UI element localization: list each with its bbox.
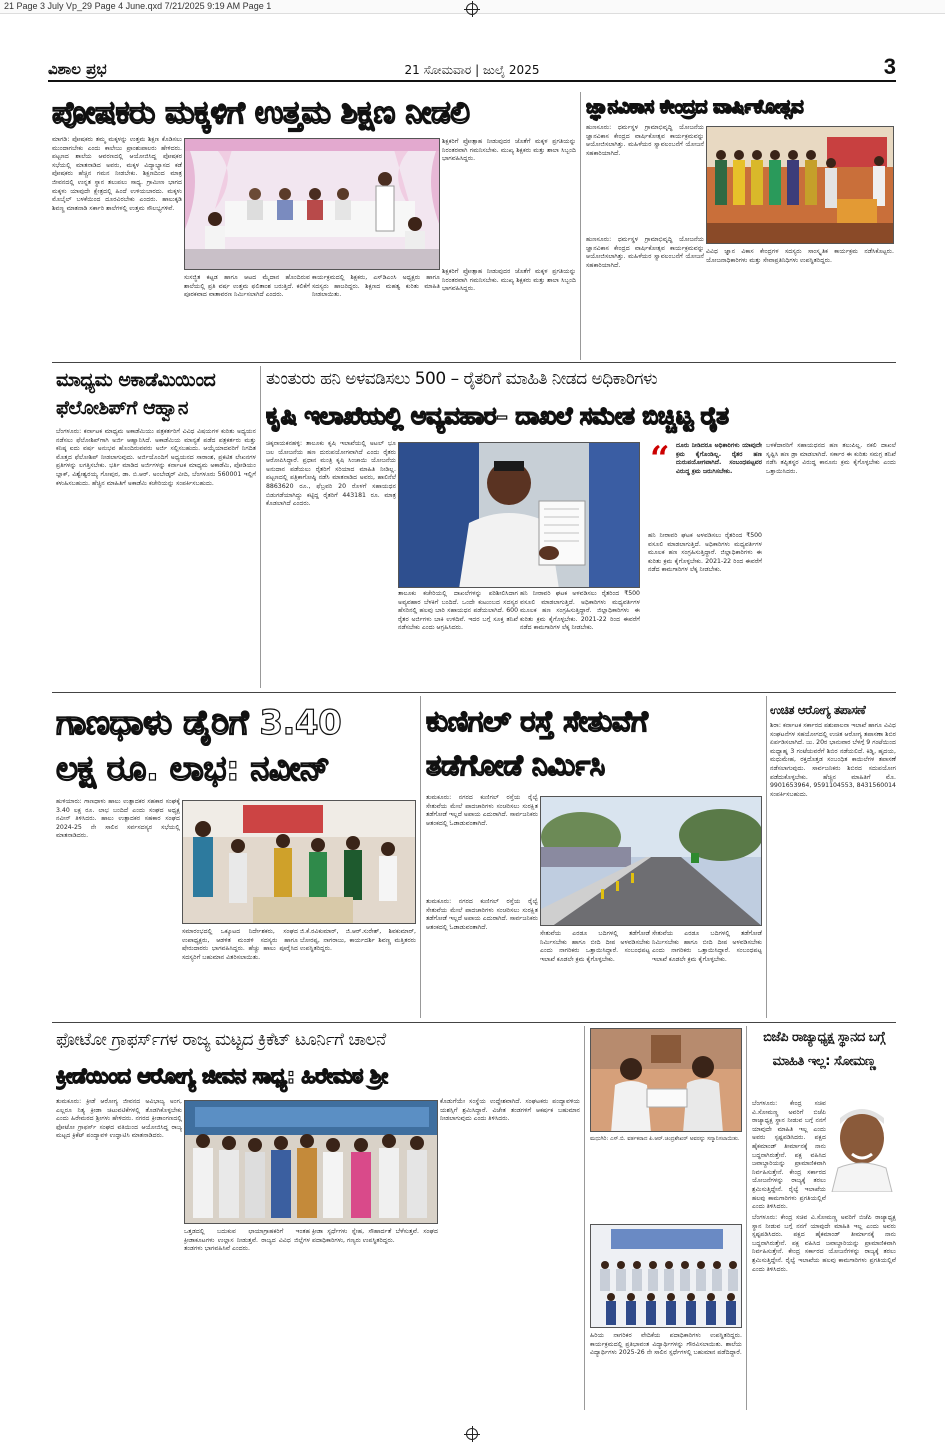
article-kicker: ಫೋಟೋ ಗ್ರಾಫರ್ಸ್‌ಗಳ ರಾಜ್ಯ ಮಟ್ಟದ ಕ್ರಿಕೆಟ್ ಟೂರ್ನಿಗೆ ಚಾಲನೆ bbox=[56, 1030, 386, 1050]
article-headline: ಕೃಷಿ ಇಲಾಖೆಯಲ್ಲಿ ಅವ್ಯವಹಾರ– ದಾಖಲೆ ಸಮೇತ ಬಿಚ್ಚಿಟ್ಟ ರೈತ bbox=[266, 402, 729, 430]
pull-quote: ದೂರು ನೀಡಿದರೂ ಅಧಿಕಾರಿಗಳು ಯಾವುದೇ ಕ್ರಮ ಕೈಗೊಂಡಿಲ್ಲ. ರೈತರ ಹಣ ದುರುಪಯೋಗವಾಗಿದೆ. ಸಂಬಂಧಪಟ್ಟವರ ವಿರುದ್ಧ ಕ್ರಮ ಜರುಗಿಸಬೇಕು. bbox=[676, 442, 762, 475]
felicitation-photo bbox=[590, 1028, 742, 1132]
article-body: ತುಮಕೂರು: ನಗರದ ಕುಣಿಗಲ್ ರಸ್ತೆಯ ರೈಲ್ವೆ ಸೇತುವೆಯ ಮೇಲೆ ಪಾದಚಾರಿಗಳು ಸಂಚರಿಸಲು ಸುರಕ್ಷಿತ ತಡೆಗೋಡೆ ಇಲ್ಲದೆ ಅಪಾಯ ಎದುರಾಗಿದೆ. ಸಾರ್ವಜನಿಕರು ಆತಂಕದಲ್ಲಿ ಓಡಾಡುವಂತಾಗಿದೆ. bbox=[426, 794, 538, 827]
article-body: ಸುಸಜ್ಜಿತ ಕಟ್ಟಡ ಹಾಗೂ ಆಟದ ಮೈದಾನ ಹೊಂದಿರುವ ಶಾಲೆಯಲ್ಲಿ ಪ್ರತಿ ವರ್ಷ ಉತ್ತಮ ಫಲಿತಾಂಶ ಬರುತ್ತಿದೆ. ಕಲಿಕೆಗೆ ಪೂರಕವಾದ ವಾತಾವರಣ ನಿರ್ಮಿಸಲಾಗಿದೆ ಎಂದರು. bbox=[184, 274, 310, 299]
farmer-photo bbox=[398, 442, 640, 588]
column-rule bbox=[420, 696, 421, 1018]
article-body: ಸಮಾರಂಭದಲ್ಲಿ ಒಕ್ಕೂಟದ ನಿರ್ದೇಶಕರು, ಸಂಘದ ಉಪಾಧ್ಯಕ್ಷರು, ಆಡಳಿತ ಮಂಡಳಿ ಸದಸ್ಯರು ಹಾಗೂ ಷೇರುದಾರರು ಭಾಗವಹಿಸಿದ್ದರು. ಹೆಚ್ಚು ಹಾಲು ಪೂರೈಸಿದ ಸದಸ್ಯರಿಗೆ ಬಹುಮಾನ ವಿತರಿಸಲಾಯಿತು. bbox=[182, 928, 298, 961]
column-rule bbox=[766, 696, 767, 1018]
article-body: ಹುಳಿಯಾರು: ಗಾಣಧಾಳು ಹಾಲು ಉತ್ಪಾದಕರ ಸಹಕಾರ ಸಂಘಕ್ಕೆ 3.40 ಲಕ್ಷ ರೂ. ಲಾಭ ಬಂದಿದೆ ಎಂದು ಸಂಘದ ಅಧ್ಯಕ್ಷ ನವೀನ್ ತಿಳಿಸಿದರು. ಹಾಲು ಉತ್ಪಾದಕರ ಸಹಕಾರ ಸಂಘದ 2024-25 ನೇ ಸಾಲಿನ ಸರ್ವಸದಸ್ಯರ ಸಭೆಯಲ್ಲಿ ಮಾತನಾಡಿದರು. bbox=[56, 798, 180, 840]
article-headline: ಗಾಣಧಾಳು ಡೈರಿಗೆ 3.40 bbox=[56, 703, 342, 743]
portrait-photo bbox=[828, 1100, 896, 1192]
article-body: ಸೇತುವೆಯ ಎರಡೂ ಬದಿಗಳಲ್ಲಿ ತಡೆಗೋಡೆ ನಿರ್ಮಿಸಬೇಕು ಹಾಗೂ ಬೀದಿ ದೀಪ ಅಳವಡಿಸಬೇಕು ಎಂದು ನಾಗರಿಕರು ಒತ್ತಾಯಿಸಿದ್ದಾರೆ. ಸಂಬಂಧಪಟ್ಟ ಇಲಾಖೆ ಕೂಡಲೇ ಕ್ರಮ ಕೈಗೊಳ್ಳಬೇಕು. bbox=[652, 930, 762, 963]
tournament-inauguration-image bbox=[185, 1101, 438, 1224]
article-body: ಜಿ.ಕೆ.ರವಿಕುಮಾರ್, ಜಿ.ಆರ್.ಸುರೇಶ್, ಶಿವಕುಮಾರ್, ಬೋರಪ್ಪ, ನಾಗರಾಜು, ಕಾರ್ಯದರ್ಶಿ ಶಿವಣ್ಣ ಮತ್ತಿತರರು ಉಪಸ್ಥಿತರಿದ್ದರು. bbox=[300, 928, 416, 953]
article-headline: ಪೋಷಕರು ಮಕ್ಕಳಿಗೆ ಉತ್ತಮ ಶಿಕ್ಷಣ ನೀಡಲಿ bbox=[52, 95, 470, 131]
article-headline: ತಡೆಗೋಡೆ ನಿರ್ಮಿಸಿ bbox=[426, 748, 605, 782]
article-body: ಕಾರ್ಯಕ್ರಮದಲ್ಲಿ ಶಿಕ್ಷಕರು, ಎಸ್‌ಡಿಎಂಸಿ ಅಧ್ಯಕ್ಷರು ಹಾಗೂ ಸದಸ್ಯರು ಹಾಜರಿದ್ದರು. ಶಿಕ್ಷಣದ ಮಹತ್ವ ಕುರಿತು ಮಾಹಿತಿ ನೀಡಲಾಯಿತು. bbox=[312, 274, 440, 299]
event-photo bbox=[184, 1100, 438, 1224]
article-body: ಬೆಂಗಳೂರು: ಕೇಂದ್ರ ಸಚಿವ ವಿ.ಸೋಮಣ್ಣ ಅವರಿಗೆ ಬಿಜೆಪಿ ರಾಜ್ಯಾಧ್ಯಕ್ಷ ಸ್ಥಾನ ನೀಡುವ ಬಗ್ಗೆ ನನಗೆ ಯಾವುದೇ ಮಾಹಿತಿ ಇಲ್ಲ ಎಂದು ಅವರು ಸ್ಪಷ್ಟಪಡಿಸಿದರು. ಪಕ್ಷದ ಹೈಕಮಾಂಡ್ ತೀರ್ಮಾನಕ್ಕೆ ನಾನು ಬದ್ಧನಾಗಿರುತ್ತೇನೆ. ಪಕ್ಷ ವಹಿಸಿದ ಜವಾಬ್ದಾರಿಯನ್ನು ಪ್ರಾಮಾಣಿಕವಾಗಿ ನಿರ್ವಹಿಸುತ್ತೇನೆ. ಕೇಂದ್ರ ಸರ್ಕಾರದ ಯೋಜನೆಗಳನ್ನು ರಾಜ್ಯಕ್ಕೆ ತರಲು ಶ್ರಮಿಸುತ್ತಿದ್ದೇನೆ. ರೈಲ್ವೆ ಇಲಾಖೆಯ ಹಲವು ಕಾಮಗಾರಿಗಳು ಪ್ರಗತಿಯಲ್ಲಿವೆ ಎಂದು ತಿಳಿಸಿದರು. bbox=[752, 1100, 826, 1210]
article-body: ಶಿಕ್ಷಕರಿಗೆ ಪ್ರೋತ್ಸಾಹ ನೀಡುವುದರ ಜೊತೆಗೆ ಮಕ್ಕಳ ಪ್ರಗತಿಯನ್ನು ನಿರಂತರವಾಗಿ ಗಮನಿಸಬೇಕು. ಮುಖ್ಯ ಶಿಕ್ಷಕರು ಮತ್ತು ಶಾಲಾ ಸಿಬ್ಬಂದಿ ಭಾಗವಹಿಸಿದ್ದರು. bbox=[442, 138, 576, 163]
article-headline: ಜ್ಞಾನವಿಕಾಸ ಕೇಂದ್ರದ ವಾರ್ಷಿಕೋತ್ಸವ bbox=[586, 96, 804, 118]
registration-mark-icon bbox=[466, 3, 478, 15]
event-photo bbox=[184, 138, 440, 270]
issue-date: 21 ಸೋಮವಾರ | ಜುಲೈ 2025 bbox=[404, 63, 540, 77]
students-group-image bbox=[591, 1225, 742, 1328]
article-body: ಬೆಂಗಳೂರು: ಕರ್ನಾಟಕ ಮಾಧ್ಯಮ ಅಕಾಡೆಮಿಯು ಪತ್ರಕರ್ತರಿಗೆ ವಿವಿಧ ವಿಷಯಗಳ ಕುರಿತು ಅಧ್ಯಯನ ನಡೆಸಲು ಫೆಲೋಶಿಪ್‌ಗಾಗಿ ಅರ್ಜಿ ಆಹ್ವಾನಿಸಿದೆ. ಅಕಾಡೆಮಿಯ ಮಾನ್ಯತೆ ಪಡೆದ ಪತ್ರಕರ್ತರು ಮತ್ತು ಕನಿಷ್ಠ ಐದು ವರ್ಷ ಅನುಭವ ಹೊಂದಿರುವವರು ಅರ್ಜಿ ಸಲ್ಲಿಸಬಹುದು. ಆಯ್ಕೆಯಾದವರಿಗೆ ನಿಗದಿತ ಮೊತ್ತದ ಫೆಲೋಶಿಪ್ ನೀಡಲಾಗುವುದು. ಅರ್ಜಿಯೊಂದಿಗೆ ಅಧ್ಯಯನದ ಸಾರಾಂಶ, ಪ್ರಕಟಿತ ಲೇಖನಗಳ ಪ್ರತಿಗಳನ್ನು ಲಗತ್ತಿಸಬೇಕು. ಭರ್ತಿ ಮಾಡಿದ ಅರ್ಜಿಗಳನ್ನು ಕರ್ನಾಟಕ ಮಾಧ್ಯಮ ಅಕಾಡೆಮಿ, ಪೋಡಿಯಂ ಬ್ಲಾಕ್, ವಿಶ್ವೇಶ್ವರಯ್ಯ ಗೋಪುರ, ಡಾ. ಬಿ.ಆರ್. ಅಂಬೇಡ್ಕರ್ ವೀದಿ, ಬೆಂಗಳೂರು 560001 ಇಲ್ಲಿಗೆ ಕಳುಹಿಸಬಹುದು. ಹೆಚ್ಚಿನ ಮಾಹಿತಿಗೆ ಅಕಾಡೆಮಿ ಕಚೇರಿಯನ್ನು ಸಂಪರ್ಕಿಸಬಹುದು. bbox=[56, 428, 256, 487]
column-rule bbox=[580, 92, 581, 360]
event-photo bbox=[706, 126, 894, 244]
farmer-holding-document-image bbox=[399, 443, 640, 588]
article-body: ಶಿರಾ: ಕರ್ನಾಟಕ ಸರ್ಕಾರದ ಪಶುಪಾಲನಾ ಇಲಾಖೆ ಹಾಗೂ ವಿವಿಧ ಸಂಘಟನೆಗಳ ಸಹಯೋಗದಲ್ಲಿ ಉಚಿತ ಆರೋಗ್ಯ ತಪಾಸಣಾ ಶಿಬಿರ ಏರ್ಪಡಿಸಲಾಗಿದೆ. ಜು. 20ರ ಭಾನುವಾರ ಬೆಳಗ್ಗೆ 9 ಗಂಟೆಯಿಂದ ಮಧ್ಯಾಹ್ನ 3 ಗಂಟೆಯವರೆಗೆ ಶಿಬಿರ ನಡೆಯಲಿದೆ. ಕಿಡ್ನಿ, ಹೃದಯ, ಮಧುಮೇಹ, ರಕ್ತದೊತ್ತಡ ಸಂಬಂಧಿತ ಕಾಯಿಲೆಗಳ ತಪಾಸಣೆ ನಡೆಸಲಾಗುವುದು. ಸಾರ್ವಜನಿಕರು ಶಿಬಿರದ ಸದುಪಯೋಗ ಪಡೆದುಕೊಳ್ಳಬೇಕು. ಹೆಚ್ಚಿನ ಮಾಹಿತಿಗೆ ಮೊ. 9901653964, 9591104553, 8431560014 ಸಂಪರ್ಕಿಸಬಹುದು. bbox=[770, 722, 896, 798]
article-body: ಕ್ರೀಡಾ ಸ್ಪರ್ಧೆಗಳು ಸ್ನೇಹ, ಸೌಹಾರ್ದತೆ ಬೆಳೆಸುತ್ತವೆ. ಸಂಘದ ಪದಾಧಿಕಾರಿಗಳು, ಗಣ್ಯರು ಉಪಸ್ಥಿತರಿದ್ದರು. bbox=[312, 1228, 438, 1244]
article-body: ಶಿಕ್ಷಕರಿಗೆ ಪ್ರೋತ್ಸಾಹ ನೀಡುವುದರ ಜೊತೆಗೆ ಮಕ್ಕಳ ಪ್ರಗತಿಯನ್ನು ನಿರಂತರವಾಗಿ ಗಮನಿಸಬೇಕು. ಮುಖ್ಯ ಶಿಕ್ಷಕರು ಮತ್ತು ಶಾಲಾ ಸಿಬ್ಬಂದಿ ಭಾಗವಹಿಸಿದ್ದರು. bbox=[442, 268, 576, 293]
road-bridge-image bbox=[541, 797, 762, 926]
article-body: ಸೇತುವೆಯ ಎರಡೂ ಬದಿಗಳಲ್ಲಿ ತಡೆಗೋಡೆ ನಿರ್ಮಿಸಬೇಕು ಹಾಗೂ ಬೀದಿ ದೀಪ ಅಳವಡಿಸಬೇಕು ಎಂದು ನಾಗರಿಕರು ಒತ್ತಾಯಿಸಿದ್ದಾರೆ. ಸಂಬಂಧಪಟ್ಟ ಇಲಾಖೆ ಕೂಡಲೇ ಕ್ರಮ ಕೈಗೊಳ್ಳಬೇಕು. bbox=[540, 930, 650, 963]
bridge-photo bbox=[540, 796, 762, 926]
article-body: ತಾಲೂಕು ಕಚೇರಿಯಲ್ಲಿ ದಾಖಲೆಗಳನ್ನು ಪರಿಶೀಲಿಸಿದಾಗ ಅವ್ಯವಹಾರ ಬೆಳಕಿಗೆ ಬಂದಿದೆ. ಒಂದೇ ಕುಟುಂಬದ ಸದಸ್ಯರ ಹೆಸರಿನಲ್ಲಿ ಹಲವು ಬಾರಿ ಸಹಾಯಧನ ಪಡೆಯಲಾಗಿದೆ. 600 ರೈತರ ಅರ್ಜಿಗಳು ಬಾಕಿ ಉಳಿದಿವೆ. ಇದರ ಬಗ್ಗೆ ಸೂಕ್ತ ತನಿಖೆ ನಡೆಸಬೇಕು ಎಂದು ಆಗ್ರಹಿಸಿದರು. bbox=[398, 590, 518, 632]
article-body: ಮಾಗಡಿ: ಪೋಷಕರು ತಮ್ಮ ಮಕ್ಕಳನ್ನು ಉತ್ತಮ ಶಿಕ್ಷಣ ಕೊಡಿಸಲು ಮುಂದಾಗಬೇಕು ಎಂದು ಕಾಲೇಜು ಪ್ರಾಂಶುಪಾಲರು ಹೇಳಿದರು. ಪಟ್ಟಣದ ಶಾಲೆಯ ಆವರಣದಲ್ಲಿ ಆಯೋಜಿಸಿದ್ದ ಪೋಷಕರ ಸಭೆಯಲ್ಲಿ ಮಾತನಾಡಿದ ಅವರು, ಮಕ್ಕಳ ವಿದ್ಯಾಭ್ಯಾಸದ ಕಡೆ ಪೋಷಕರು ಹೆಚ್ಚಿನ ಗಮನ ನೀಡಬೇಕು. ಶಿಕ್ಷಣದಿಂದ ಮಾತ್ರ ಜೀವನದಲ್ಲಿ ಉನ್ನತ ಸ್ಥಾನ ತಲುಪಲು ಸಾಧ್ಯ. ಗ್ರಾಮೀಣ ಭಾಗದ ಮಕ್ಕಳು ಯಾವುದೇ ಕ್ಷೇತ್ರದಲ್ಲಿ ಹಿಂದೆ ಉಳಿಯಬಾರದು. ಮಕ್ಕಳು ಮೊಬೈಲ್ ಬಳಕೆಯಿಂದ ದೂರವಿರಬೇಕು ಎಂದರು. ಹಾಲುಕ್ಕಡಿ ಶಿವಣ್ಣ ಮಾತನಾಡಿ ಸರ್ಕಾರಿ ಶಾಲೆಗಳಲ್ಲಿ ಉತ್ತಮ ಸೌಲಭ್ಯಗಳಿವೆ. bbox=[52, 136, 182, 212]
registration-mark-icon bbox=[466, 1428, 478, 1440]
article-headline: ಕ್ರೀಡೆಯಿಂದ ಆರೋಗ್ಯ ಜೀವನ ಸಾಧ್ಯ: ಹಿರೇಮಠ ಶ್ರೀ bbox=[56, 1064, 388, 1088]
article-body: ಹುಣಸೂರು: ಧರ್ಮಸ್ಥಳ ಗ್ರಾಮಾಭಿವೃದ್ಧಿ ಯೋಜನೆಯ ಜ್ಞಾನವಿಕಾಸ ಕೇಂದ್ರದ ವಾರ್ಷಿಕೋತ್ಸವ ಕಾರ್ಯಕ್ರಮವನ್ನು ಆಯೋಜಿಸಲಾಗಿತ್ತು. ಮಹಿಳೆಯರ ಸ್ವಾವಲಂಬನೆಗೆ ಯೋಜನೆ ಸಹಕಾರಿಯಾಗಿದೆ. bbox=[586, 124, 704, 157]
article-body: ಹುಣಸೂರು: ಧರ್ಮಸ್ಥಳ ಗ್ರಾಮಾಭಿವೃದ್ಧಿ ಯೋಜನೆಯ ಜ್ಞಾನವಿಕಾಸ ಕೇಂದ್ರದ ವಾರ್ಷಿಕೋತ್ಸವ ಕಾರ್ಯಕ್ರಮವನ್ನು ಆಯೋಜಿಸಲಾಗಿತ್ತು. ಮಹಿಳೆಯರ ಸ್ವಾವಲಂಬನೆಗೆ ಯೋಜನೆ ಸಹಕಾರಿಯಾಗಿದೆ. bbox=[586, 236, 704, 269]
event-photo bbox=[182, 800, 416, 924]
article-body: ಹಿರಿಯ ನಾಗರಿಕರ ವೇದಿಕೆಯ ಪದಾಧಿಕಾರಿಗಳು ಉಪಸ್ಥಿತರಿದ್ದರು. ಕಾರ್ಯಕ್ರಮದಲ್ಲಿ ಪ್ರತಿಭಾವಂತ ವಿದ್ಯಾರ್ಥಿಗಳನ್ನು ಗೌರವಿಸಲಾಯಿತು. ಶಾಲೆಯ ವಿದ್ಯಾರ್ಥಿಗಳು 2025-26 ನೇ ಸಾಲಿನ ಸ್ಪರ್ಧೆಗಳಲ್ಲಿ ಬಹುಮಾನ ಪಡೆದಿದ್ದಾರೆ. bbox=[590, 1332, 742, 1357]
column-rule bbox=[584, 1026, 585, 1410]
students-photo bbox=[590, 1224, 742, 1328]
article-headline: ಲಕ್ಷ ರೂ. ಲಾಭ: ನವೀನ್ bbox=[56, 749, 330, 789]
print-slug: 21 Page 3 July Vp_29 Page 4 June.qxd 7/21/2025 9:19 AM Page 1 bbox=[0, 0, 945, 14]
section-divider bbox=[52, 1022, 896, 1023]
group-photo-image bbox=[707, 127, 894, 244]
politician-portrait-image bbox=[828, 1100, 896, 1192]
meeting-stage-image bbox=[185, 139, 440, 270]
article-body: ಹನಿ ನೀರಾವರಿ ಘಟಕ ಅಳವಡಿಸಲು ರೈತರಿಂದ ₹500 ವಸೂಲಿ ಮಾಡಲಾಗುತ್ತಿದೆ. ಅಧಿಕಾರಿಗಳು ಮಧ್ಯವರ್ತಿಗಳ ಮೂಲಕ ಹಣ ಸಂಗ್ರಹಿಸುತ್ತಿದ್ದಾರೆ. ಜಿಲ್ಲಾಧಿಕಾರಿಗಳು ಈ ಕುರಿತು ಕ್ರಮ ಕೈಗೊಳ್ಳಬೇಕು. 2021-22 ರಿಂದ ಈವರೆಗೆ ನಡೆದ ಕಾಮಗಾರಿಗಳ ಲೆಕ್ಕ ನೀಡಬೇಕು. bbox=[520, 590, 640, 632]
photo-caption: ಮಧುಗಿರಿ: ಎಸ್.ಬಿ. ವರ್ತಕರಾದ ಪಿ.ಆರ್.ಚಂದ್ರಶೇಖರ್ ಅವರನ್ನು ಸನ್ಮಾನಿಸಲಾಯಿತು. bbox=[590, 1136, 740, 1142]
section-divider bbox=[52, 362, 896, 363]
article-headline: ಬಿಜೆಪಿ ರಾಜ್ಯಾಧ್ಯಕ್ಷ ಸ್ಥಾನದ ಬಗ್ಗೆ ಮಾಹಿತಿ ಇಲ್ಲ: ಸೋಮಣ್ಣ bbox=[763, 1030, 885, 1069]
section-divider bbox=[52, 692, 896, 693]
dairy-meeting-image bbox=[183, 801, 416, 924]
article-body: ಕೊಡುಗೆಯೇ ಸಂಸ್ಥೆಯ ಉದ್ದೇಶವಾಗಿದೆ. ಸಂಘಟಕರು ಪಂದ್ಯಾವಳಿಯ ಯಶಸ್ಸಿಗೆ ಶ್ರಮಿಸಿದ್ದಾರೆ. ವಿಜೇತ ತಂಡಗಳಿಗೆ ಆಕರ್ಷಕ ಬಹುಮಾನ ನೀಡಲಾಗುವುದು ಎಂದು ತಿಳಿಸಿದರು. bbox=[440, 1098, 580, 1123]
article-body: ತುಮಕೂರು: ಕ್ರೀಡೆ ಆರೋಗ್ಯ ಜೀವನದ ಅವಿಭಾಜ್ಯ ಅಂಗ, ಎಲ್ಲರೂ ನಿತ್ಯ ಕ್ರೀಡಾ ಚಟುವಟಿಕೆಗಳಲ್ಲಿ ತೊಡಗಿಕೊಳ್ಳಬೇಕು ಎಂದು ಹಿರೇಮಠದ ಶ್ರೀಗಳು ಹೇಳಿದರು. ನಗರದ ಕ್ರೀಡಾಂಗಣದಲ್ಲಿ ಫೋಟೋ ಗ್ರಾಫರ್ಸ್ ಸಂಘದ ವತಿಯಿಂದ ಆಯೋಜಿಸಿದ್ದ ರಾಜ್ಯ ಮಟ್ಟದ ಕ್ರಿಕೆಟ್ ಪಂದ್ಯಾವಳಿ ಉದ್ಘಾಟಿಸಿ ಮಾತನಾಡಿದರು. bbox=[56, 1098, 182, 1140]
article-body: ಬಳಕೆದಾರರಿಗೆ ಸಹಾಯಧನದ ಹಣ ತಲುಪಿಲ್ಲ. ನಕಲಿ ದಾಖಲೆ ಸೃಷ್ಟಿಸಿ ಹಣ ಡ್ರಾ ಮಾಡಲಾಗಿದೆ. ಸರ್ಕಾರ ಈ ಕುರಿತು ಸಮಗ್ರ ತನಿಖೆ ನಡೆಸಿ ತಪ್ಪಿತಸ್ಥರ ವಿರುದ್ಧ ಕಾನೂನು ಕ್ರಮ ಕೈಗೊಳ್ಳಬೇಕು ಎಂದು ಒತ್ತಾಯಿಸಿದರು. bbox=[766, 442, 896, 475]
article-body: ತುಮಕೂರು: ನಗರದ ಕುಣಿಗಲ್ ರಸ್ತೆಯ ರೈಲ್ವೆ ಸೇತುವೆಯ ಮೇಲೆ ಪಾದಚಾರಿಗಳು ಸಂಚರಿಸಲು ಸುರಕ್ಷಿತ ತಡೆಗೋಡೆ ಇಲ್ಲದೆ ಅಪಾಯ ಎದುರಾಗಿದೆ. ಸಾರ್ವಜನಿಕರು ಆತಂಕದಲ್ಲಿ ಓಡಾಡುವಂತಾಗಿದೆ. bbox=[426, 898, 538, 931]
masthead bbox=[48, 54, 896, 82]
article-body: ವಿವಿಧ ಜ್ಞಾನ ವಿಕಾಸ ಕೇಂದ್ರಗಳ ಸದಸ್ಯರು ಸಾಂಸ್ಕೃತಿಕ ಕಾರ್ಯಕ್ರಮ ನಡೆಸಿಕೊಟ್ಟರು. ಯೋಜನಾಧಿಕಾರಿಗಳು ಮತ್ತು ಸೇವಾಪ್ರತಿನಿಧಿಗಳು ಉಪಸ್ಥಿತರಿದ್ದರು. bbox=[706, 248, 894, 264]
column-rule bbox=[746, 1026, 747, 1410]
article-body: ಚಿಕ್ಕನಾಯಕನಹಳ್ಳಿ: ತಾಲೂಕು ಕೃಷಿ ಇಲಾಖೆಯಲ್ಲಿ ಅಟಲ್ ಭೂ ಜಲ ಯೋಜನೆಯ ಹಣ ದುರುಪಯೋಗವಾಗಿದೆ ಎಂದು ರೈತರು ಆರೋಪಿಸಿದ್ದಾರೆ. ಪ್ರಧಾನ ಮಂತ್ರಿ ಕೃಷಿ ಸಿಂಚಾಯಿ ಯೋಜನೆಯ ಅನುದಾನ ಪಡೆಯಲು ರೈತರಿಗೆ ಸರಿಯಾದ ಮಾಹಿತಿ ನೀಡಿಲ್ಲ. ಪಟ್ಟಣದಲ್ಲಿ ಪತ್ರಿಕಾಗೋಷ್ಠಿ ನಡೆಸಿ ಮಾತನಾಡಿದ ಅವರು, ಹಾಲಿನೆಲೆ 8863620 ರೂ., ಫೆಬ್ರವರಿ 20 ರೊಳಗೆ ಸಹಾಯಧನ ಬಿಡುಗಡೆಯಾಗಿದ್ದು ಕಟ್ಟಿದ್ದ ರೈತರಿಗೆ 443181 ರೂ. ಮಾತ್ರ ಕೊಡಲಾಗಿದೆ ಎಂದರು. bbox=[266, 440, 396, 508]
article-headline: ಉಚಿತ ಆರೋಗ್ಯ ತಪಾಸಣೆ bbox=[770, 703, 866, 717]
quote-mark-icon: “ bbox=[650, 439, 670, 479]
article-body: ಹನಿ ನೀರಾವರಿ ಘಟಕ ಅಳವಡಿಸಲು ರೈತರಿಂದ ₹500 ವಸೂಲಿ ಮಾಡಲಾಗುತ್ತಿದೆ. ಅಧಿಕಾರಿಗಳು ಮಧ್ಯವರ್ತಿಗಳ ಮೂಲಕ ಹಣ ಸಂಗ್ರಹಿಸುತ್ತಿದ್ದಾರೆ. ಜಿಲ್ಲಾಧಿಕಾರಿಗಳು ಈ ಕುರಿತು ಕ್ರಮ ಕೈಗೊಳ್ಳಬೇಕು. 2021-22 ರಿಂದ ಈವರೆಗೆ ನಡೆದ ಕಾಮಗಾರಿಗಳ ಲೆಕ್ಕ ನೀಡಬೇಕು. bbox=[648, 532, 762, 574]
article-body: ಒತ್ತಡದಲ್ಲಿ ಬದುಕುವ ಛಾಯಾಗ್ರಾಹಕರಿಗೆ ಇಂತಹ ಕ್ರೀಡಾಕೂಟಗಳು ಉಲ್ಲಾಸ ನೀಡುತ್ತವೆ. ರಾಜ್ಯದ ವಿವಿಧ ಜಿಲ್ಲೆಗಳ ತಂಡಗಳು ಭಾಗವಹಿಸಿವೆ ಎಂದರು. bbox=[184, 1228, 310, 1253]
article-headline: ಮಾಧ್ಯಮ ಅಕಾಡೆಮಿಯಿಂದ ಫೆಲೋಶಿಪ್‌ಗೆ ಆಹ್ವಾನ bbox=[56, 369, 216, 419]
column-rule bbox=[260, 366, 261, 688]
article-body: ಬೆಂಗಳೂರು: ಕೇಂದ್ರ ಸಚಿವ ವಿ.ಸೋಮಣ್ಣ ಅವರಿಗೆ ಬಿಜೆಪಿ ರಾಜ್ಯಾಧ್ಯಕ್ಷ ಸ್ಥಾನ ನೀಡುವ ಬಗ್ಗೆ ನನಗೆ ಯಾವುದೇ ಮಾಹಿತಿ ಇಲ್ಲ ಎಂದು ಅವರು ಸ್ಪಷ್ಟಪಡಿಸಿದರು. ಪಕ್ಷದ ಹೈಕಮಾಂಡ್ ತೀರ್ಮಾನಕ್ಕೆ ನಾನು ಬದ್ಧನಾಗಿರುತ್ತೇನೆ. ಪಕ್ಷ ವಹಿಸಿದ ಜವಾಬ್ದಾರಿಯನ್ನು ಪ್ರಾಮಾಣಿಕವಾಗಿ ನಿರ್ವಹಿಸುತ್ತೇನೆ. ಕೇಂದ್ರ ಸರ್ಕಾರದ ಯೋಜನೆಗಳನ್ನು ರಾಜ್ಯಕ್ಕೆ ತರಲು ಶ್ರಮಿಸುತ್ತಿದ್ದೇನೆ. ರೈಲ್ವೆ ಇಲಾಖೆಯ ಹಲವು ಕಾಮಗಾರಿಗಳು ಪ್ರಗತಿಯಲ್ಲಿವೆ ಎಂದು ತಿಳಿಸಿದರು. bbox=[752, 1214, 896, 1273]
felicitation-image bbox=[591, 1029, 742, 1132]
page-number: 3 bbox=[883, 54, 896, 79]
article-headline: ಕುಣಿಗಲ್ ರಸ್ತೆ ಸೇತುವೆಗೆ bbox=[426, 704, 648, 738]
paper-name: ವಿಶಾಲ ಪ್ರಭ bbox=[48, 60, 107, 78]
article-kicker: ತುಂತುರು ಹನಿ ಅಳವಡಿಸಲು 500 – ರೈತರಿಗೆ ಮಾಹಿತಿ ನೀಡದ ಅಧಿಕಾರಿಗಳು bbox=[266, 369, 658, 389]
